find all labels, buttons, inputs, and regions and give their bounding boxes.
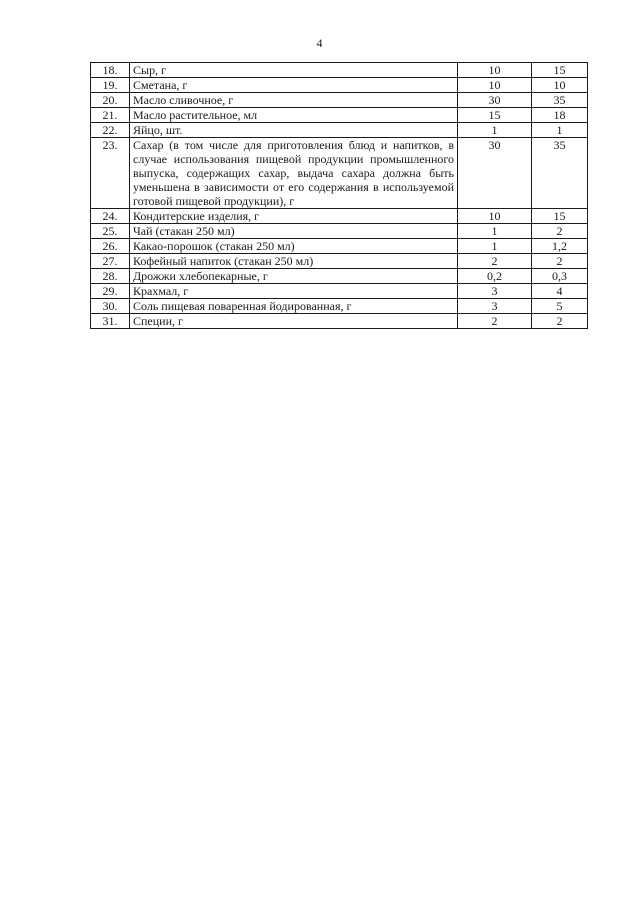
norm-value-2: 2 (532, 224, 588, 239)
table-row (91, 123, 588, 138)
table-row (91, 93, 588, 108)
norm-value-1: 30 (458, 138, 532, 209)
row-number: 31. (91, 314, 130, 329)
row-number: 25. (91, 224, 130, 239)
product-name: Какао-порошок (стакан 250 мл) (130, 239, 458, 254)
product-name: Яйцо, шт. (130, 123, 458, 138)
row-number: 24. (91, 209, 130, 224)
norm-value-2: 4 (532, 284, 588, 299)
norm-value-1: 1 (458, 224, 532, 239)
table-row (91, 63, 588, 78)
norm-value-1: 3 (458, 299, 532, 314)
product-name: Кофейный напиток (стакан 250 мл) (130, 254, 458, 269)
norm-value-1: 1 (458, 239, 532, 254)
norm-value-2: 10 (532, 78, 588, 93)
norm-value-2: 1 (532, 123, 588, 138)
norm-value-2: 15 (532, 63, 588, 78)
table-row (91, 284, 588, 299)
table-row (91, 254, 588, 269)
norm-value-1: 1 (458, 123, 532, 138)
row-number: 29. (91, 284, 130, 299)
page-number: 4 (316, 36, 323, 50)
product-name: Соль пищевая поваренная йодированная, г (130, 299, 458, 314)
table-row (91, 299, 588, 314)
norm-value-2: 35 (532, 138, 588, 209)
row-number: 27. (91, 254, 130, 269)
norm-value-1: 2 (458, 314, 532, 329)
norm-value-2: 15 (532, 209, 588, 224)
row-number: 18. (91, 63, 130, 78)
table-row (91, 108, 588, 123)
norm-value-1: 10 (458, 63, 532, 78)
norm-value-1: 15 (458, 108, 532, 123)
row-number: 28. (91, 269, 130, 284)
norms-table (90, 62, 588, 329)
product-name: Сахар (в том числе для приготовления блюд и напитков, в случае использования пищевой продукции промышленного выпуска, содержащих сахар, выдача сахара должна быть уменьшена в зависимости от его содержания в используемой готовой пищевой продукции), г (130, 138, 458, 209)
row-number: 19. (91, 78, 130, 93)
table-row (91, 239, 588, 254)
norm-value-2: 1,2 (532, 239, 588, 254)
product-name: Сыр, г (130, 63, 458, 78)
norm-value-1: 10 (458, 78, 532, 93)
row-number: 26. (91, 239, 130, 254)
product-name: Крахмал, г (130, 284, 458, 299)
norm-value-1: 2 (458, 254, 532, 269)
product-name: Кондитерские изделия, г (130, 209, 458, 224)
norm-value-1: 10 (458, 209, 532, 224)
product-name: Сметана, г (130, 78, 458, 93)
table-row (91, 224, 588, 239)
product-name: Дрожжи хлебопекарные, г (130, 269, 458, 284)
table-row (91, 269, 588, 284)
norm-value-2: 5 (532, 299, 588, 314)
norm-value-2: 35 (532, 93, 588, 108)
norm-value-2: 0,3 (532, 269, 588, 284)
row-number: 23. (91, 138, 130, 209)
row-number: 20. (91, 93, 130, 108)
norm-value-1: 3 (458, 284, 532, 299)
row-number: 30. (91, 299, 130, 314)
norm-value-2: 2 (532, 314, 588, 329)
product-name: Масло растительное, мл (130, 108, 458, 123)
norm-value-2: 2 (532, 254, 588, 269)
norm-value-1: 30 (458, 93, 532, 108)
table-row (91, 314, 588, 329)
row-number: 21. (91, 108, 130, 123)
norm-value-1: 0,2 (458, 269, 532, 284)
table-row (91, 209, 588, 224)
table-row (91, 78, 588, 93)
table-row (91, 138, 588, 209)
product-name: Масло сливочное, г (130, 93, 458, 108)
product-name: Специи, г (130, 314, 458, 329)
norm-value-2: 18 (532, 108, 588, 123)
row-number: 22. (91, 123, 130, 138)
product-name: Чай (стакан 250 мл) (130, 224, 458, 239)
